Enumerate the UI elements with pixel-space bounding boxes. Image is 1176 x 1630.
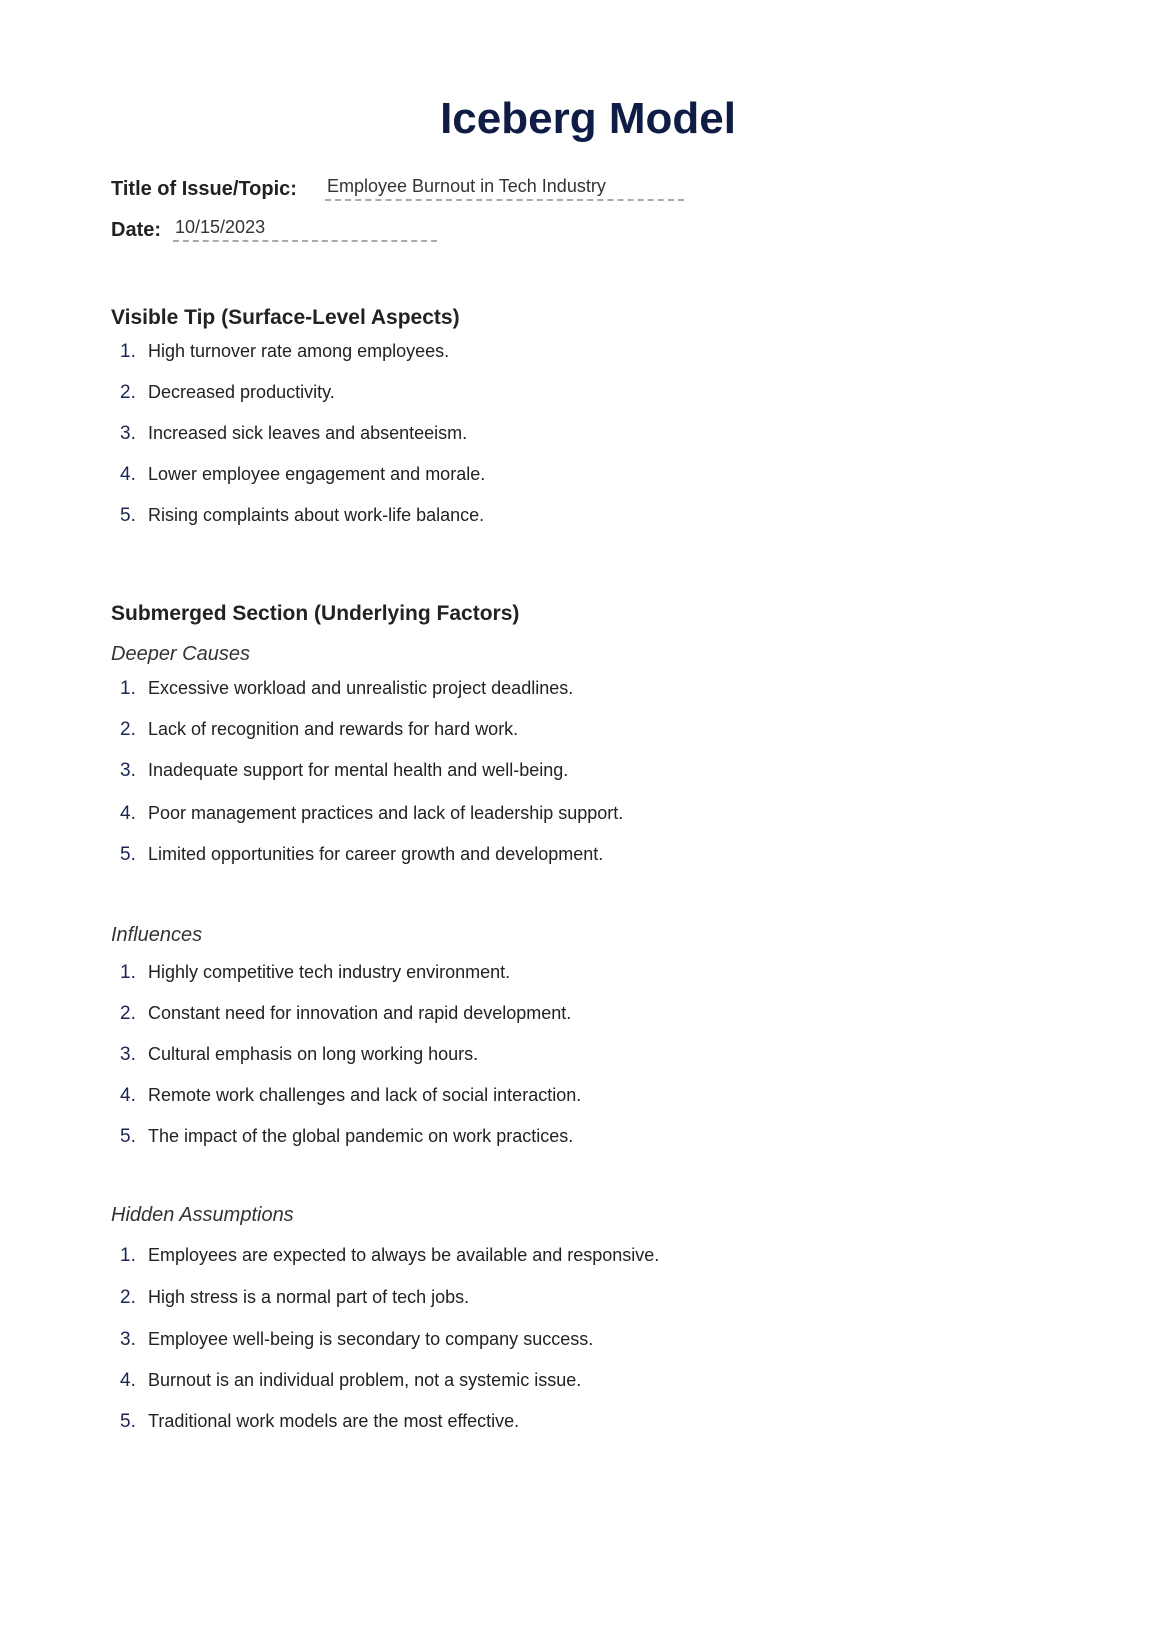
list-item-text: Cultural emphasis on long working hours. (148, 1044, 479, 1064)
hidden-assumptions-heading: Hidden Assumptions (111, 1204, 294, 1226)
list-item (120, 1085, 581, 1107)
list-item (120, 1245, 659, 1267)
page-title: Iceberg Model (440, 94, 736, 143)
list-item-text: Employee well-being is secondary to company success. (148, 1329, 594, 1349)
list-number: 2. (120, 719, 136, 740)
list-item (120, 1003, 571, 1025)
list-number: 2. (120, 1003, 136, 1024)
list-item (120, 382, 335, 404)
list-number: 2. (120, 382, 136, 403)
visible-tip-heading: Visible Tip (Surface-Level Aspects) (111, 306, 460, 329)
list-number: 4. (120, 803, 136, 824)
date-field[interactable]: 10/15/2023 (173, 217, 437, 242)
list-item-text: Poor management practices and lack of leadership support. (148, 803, 624, 823)
topic-field[interactable]: Employee Burnout in Tech Industry (325, 176, 684, 201)
list-item (120, 505, 484, 527)
list-item (120, 1044, 478, 1066)
list-number: 4. (120, 1370, 136, 1391)
list-number: 1. (120, 341, 136, 362)
list-item-text: Burnout is an individual problem, not a systemic issue. (148, 1370, 582, 1390)
list-number: 4. (120, 1085, 136, 1106)
date-label: Date: (111, 219, 162, 241)
list-item (120, 962, 510, 984)
list-item (120, 341, 449, 363)
list-number: 3. (120, 1044, 136, 1065)
list-number: 5. (120, 1411, 136, 1432)
list-item (120, 1126, 573, 1148)
list-number: 5. (120, 844, 136, 865)
submerged-heading: Submerged Section (Underlying Factors) (111, 602, 520, 625)
list-item-text: Decreased productivity. (148, 382, 335, 402)
list-item-text: Inadequate support for mental health and well-being. (148, 760, 569, 780)
list-item (120, 844, 603, 866)
list-item-text: Lack of recognition and rewards for hard work. (148, 719, 519, 739)
list-number: 1. (120, 962, 136, 983)
list-item (120, 760, 568, 782)
list-item (120, 719, 518, 741)
list-number: 5. (120, 1126, 136, 1147)
list-item-text: Employees are expected to always be available and responsive. (148, 1245, 660, 1265)
list-number: 5. (120, 505, 136, 526)
list-item (120, 803, 623, 825)
list-number: 1. (120, 678, 136, 699)
list-number: 3. (120, 760, 136, 781)
list-item (120, 464, 485, 486)
list-item (120, 1329, 593, 1351)
list-item-text: Traditional work models are the most effective. (148, 1411, 520, 1431)
list-number: 3. (120, 423, 136, 444)
list-item-text: Increased sick leaves and absenteeism. (148, 423, 468, 443)
list-item (120, 1370, 581, 1392)
list-number: 3. (120, 1329, 136, 1350)
list-item-text: High turnover rate among employees. (148, 341, 450, 361)
list-item (120, 678, 573, 700)
list-item-text: Constant need for innovation and rapid development. (148, 1003, 572, 1023)
list-item (120, 1411, 519, 1433)
list-item-text: Highly competitive tech industry environment. (148, 962, 511, 982)
influences-heading: Influences (111, 924, 203, 946)
list-item-text: Remote work challenges and lack of social interaction. (148, 1085, 582, 1105)
list-item-text: Lower employee engagement and morale. (148, 464, 486, 484)
list-number: 2. (120, 1287, 136, 1308)
list-item-text: High stress is a normal part of tech jobs. (148, 1287, 470, 1307)
list-number: 4. (120, 464, 136, 485)
deeper-causes-heading: Deeper Causes (111, 643, 250, 665)
topic-label: Title of Issue/Topic: (111, 178, 297, 200)
list-item-text: Excessive workload and unrealistic project deadlines. (148, 678, 574, 698)
list-item (120, 423, 467, 445)
list-item-text: Rising complaints about work-life balance. (148, 505, 485, 525)
list-number: 1. (120, 1245, 136, 1266)
list-item (120, 1287, 469, 1309)
list-item-text: Limited opportunities for career growth and development. (148, 844, 604, 864)
list-item-text: The impact of the global pandemic on work practices. (148, 1126, 574, 1146)
